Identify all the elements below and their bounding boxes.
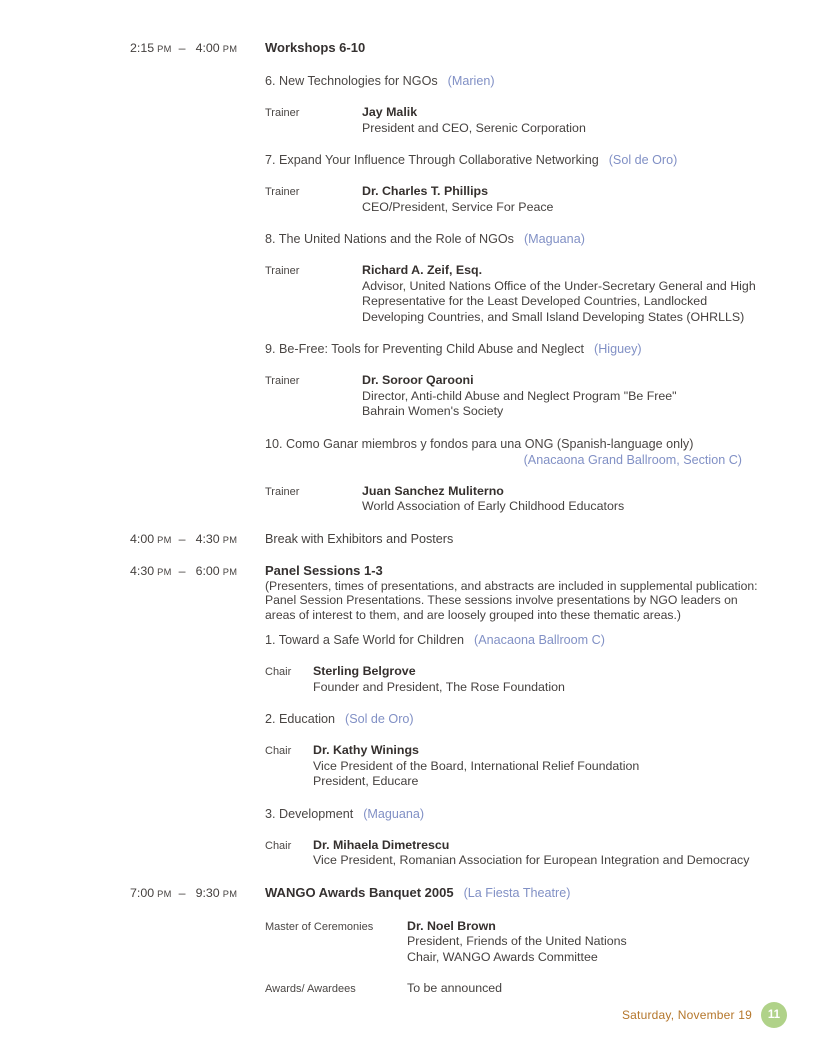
- person-name: Dr. Kathy Winings: [313, 743, 419, 758]
- role-label: Trainer: [265, 186, 300, 198]
- panel-item: [265, 806, 770, 869]
- item-title: [265, 73, 770, 89]
- item-title-text: 9. Be-Free: Tools for Preventing Child Abuse and Neglect: [265, 342, 584, 356]
- role-label: Chair: [265, 745, 292, 758]
- person-detail: CEO/President, Service For Peace: [362, 199, 554, 214]
- item-title: [265, 436, 770, 452]
- person-name: Juan Sanchez Muliterno: [362, 483, 504, 498]
- role-label: Chair: [265, 839, 292, 852]
- time-start-meridiem: PM: [157, 44, 172, 54]
- trainer-row: [265, 373, 770, 420]
- trainer-row: [265, 263, 770, 325]
- trainer-row: [265, 484, 770, 515]
- person-detail: Advisor, United Nations Office of the Under-Secretary General and High Representative for the Least Developed Countries, Landlocked Developing Countries, and Small Island Developing States (OHRLLS): [362, 278, 756, 324]
- location-label: (Sol de Oro): [608, 153, 678, 167]
- item-title-text: 7. Expand Your Influence Through Collaborative Networking: [265, 153, 599, 167]
- person-detail: World Association of Early Childhood Educators: [362, 499, 625, 513]
- time-end: 9:30: [195, 885, 220, 900]
- item-title: [265, 152, 770, 168]
- session-title: Break with Exhibitors and Posters: [265, 531, 454, 546]
- person-detail: President and CEO, Serenic Corporation: [362, 120, 586, 135]
- session-title: [265, 885, 770, 901]
- panel-item: [265, 711, 770, 790]
- session-title: Panel Sessions 1-3: [265, 562, 383, 578]
- time-range: [130, 885, 265, 900]
- role-label: Trainer: [265, 375, 300, 387]
- page-footer: [622, 1002, 787, 1028]
- time-separator: –: [178, 563, 186, 578]
- person-detail: Vice President of the Board, International Relief Foundation: [313, 758, 640, 773]
- time-range: [130, 531, 265, 546]
- location-label: (Maguana): [363, 806, 425, 821]
- time-separator: –: [178, 41, 186, 55]
- item-title-text: 3. Development: [265, 806, 354, 821]
- page-number-badge: 11: [761, 1002, 787, 1028]
- schedule-row: [130, 531, 787, 563]
- time-start: 2:15: [130, 41, 155, 55]
- location-label: (Higuey): [594, 342, 642, 356]
- panel-item: [265, 632, 770, 695]
- person-name: Dr. Noel Brown: [407, 918, 496, 933]
- chair-row: [265, 838, 770, 869]
- location-label: (Sol de Oro): [345, 712, 414, 727]
- schedule-row: [130, 40, 787, 531]
- role-label: Chair: [265, 666, 292, 679]
- item-title: [265, 341, 770, 357]
- chair-row: [265, 743, 770, 790]
- item-title: [265, 711, 770, 727]
- chair-row: [265, 664, 770, 695]
- session-note: (Presenters, times of presentations, and abstracts are included in supplemental publication: Panel Session Presentations. These sessions involve presentations by NGO leaders on areas of interest to them, and are loosely grouped into these thematic areas.): [265, 578, 758, 622]
- workshop-item: [265, 152, 770, 215]
- session-title-text: WANGO Awards Banquet 2005: [265, 884, 454, 900]
- person-detail: Director, Anti-child Abuse and Neglect Program "Be Free": [362, 388, 677, 403]
- location-label: (Marien): [447, 74, 495, 88]
- time-range: [130, 563, 265, 578]
- location-label: (Anacaona Grand Ballroom, Section C): [523, 452, 742, 467]
- time-start: 4:30: [130, 563, 155, 578]
- person-name: Dr. Soroor Qarooni: [362, 373, 474, 387]
- time-end: 4:30: [195, 531, 220, 546]
- awards-status: To be announced: [407, 981, 503, 996]
- item-title: [265, 231, 770, 247]
- item-title-text: 1. Toward a Safe World for Children: [265, 633, 465, 648]
- location-label: (Anacaona Ballroom C): [474, 633, 605, 648]
- time-range: [130, 40, 265, 55]
- location-label: (Maguana): [523, 232, 585, 246]
- person-detail: Founder and President, The Rose Foundation: [313, 679, 565, 694]
- time-separator: –: [178, 885, 186, 900]
- item-title: [265, 632, 770, 648]
- role-label: Trainer: [265, 485, 300, 498]
- person-detail: President, Educare: [313, 774, 419, 789]
- time-end: 6:00: [195, 563, 220, 578]
- person-name: Richard A. Zeif, Esq.: [362, 263, 483, 277]
- time-end-meridiem: PM: [222, 534, 238, 545]
- item-title: [265, 806, 770, 822]
- time-start: 4:00: [130, 531, 155, 546]
- person-name: Jay Malik: [362, 105, 418, 119]
- workshop-item: [265, 73, 770, 136]
- awards-row: [265, 981, 770, 997]
- session-title: Workshops 6-10: [265, 40, 366, 55]
- role-label: Trainer: [265, 107, 300, 119]
- location-label: (La Fiesta Theatre): [463, 885, 571, 900]
- schedule-row: [130, 885, 787, 1013]
- time-start-meridiem: PM: [157, 534, 172, 545]
- person-detail: Chair, WANGO Awards Committee: [407, 949, 598, 964]
- role-label: Trainer: [265, 265, 300, 277]
- item-title-text: 2. Education: [265, 712, 336, 727]
- person-name: Dr. Mihaela Dimetrescu: [313, 837, 450, 852]
- workshop-item: [265, 231, 770, 325]
- time-end-meridiem: PM: [222, 44, 238, 54]
- person-name: Sterling Belgrove: [313, 664, 416, 679]
- trainer-row: [265, 105, 770, 136]
- item-title-text: 10. Como Ganar miembros y fondos para una ONG (Spanish-language only): [265, 436, 694, 451]
- time-end-meridiem: PM: [222, 566, 238, 577]
- person-detail: Vice President, Romanian Association for European Integration and Democracy: [313, 853, 750, 868]
- role-label: Master of Ceremonies: [265, 920, 374, 933]
- time-start-meridiem: PM: [157, 888, 172, 899]
- time-start: 7:00: [130, 885, 155, 900]
- person-name: Dr. Charles T. Phillips: [362, 184, 489, 198]
- person-detail: Bahrain Women's Society: [362, 404, 504, 418]
- time-end: 4:00: [195, 41, 220, 55]
- time-start-meridiem: PM: [157, 566, 172, 577]
- footer-date: Saturday, November 19: [621, 1008, 752, 1022]
- person-detail: President, Friends of the United Nations: [407, 934, 627, 949]
- workshop-item: [265, 341, 770, 420]
- item-title-text: 6. New Technologies for NGOs: [265, 74, 438, 88]
- time-separator: –: [178, 531, 186, 546]
- mc-row: [265, 919, 770, 966]
- role-label: Awards/ Awardees: [265, 983, 356, 996]
- trainer-row: [265, 184, 770, 215]
- workshop-item: [265, 436, 770, 515]
- schedule-row: [130, 563, 787, 885]
- item-title-text: 8. The United Nations and the Role of NGOs: [265, 232, 514, 246]
- time-end-meridiem: PM: [222, 888, 238, 899]
